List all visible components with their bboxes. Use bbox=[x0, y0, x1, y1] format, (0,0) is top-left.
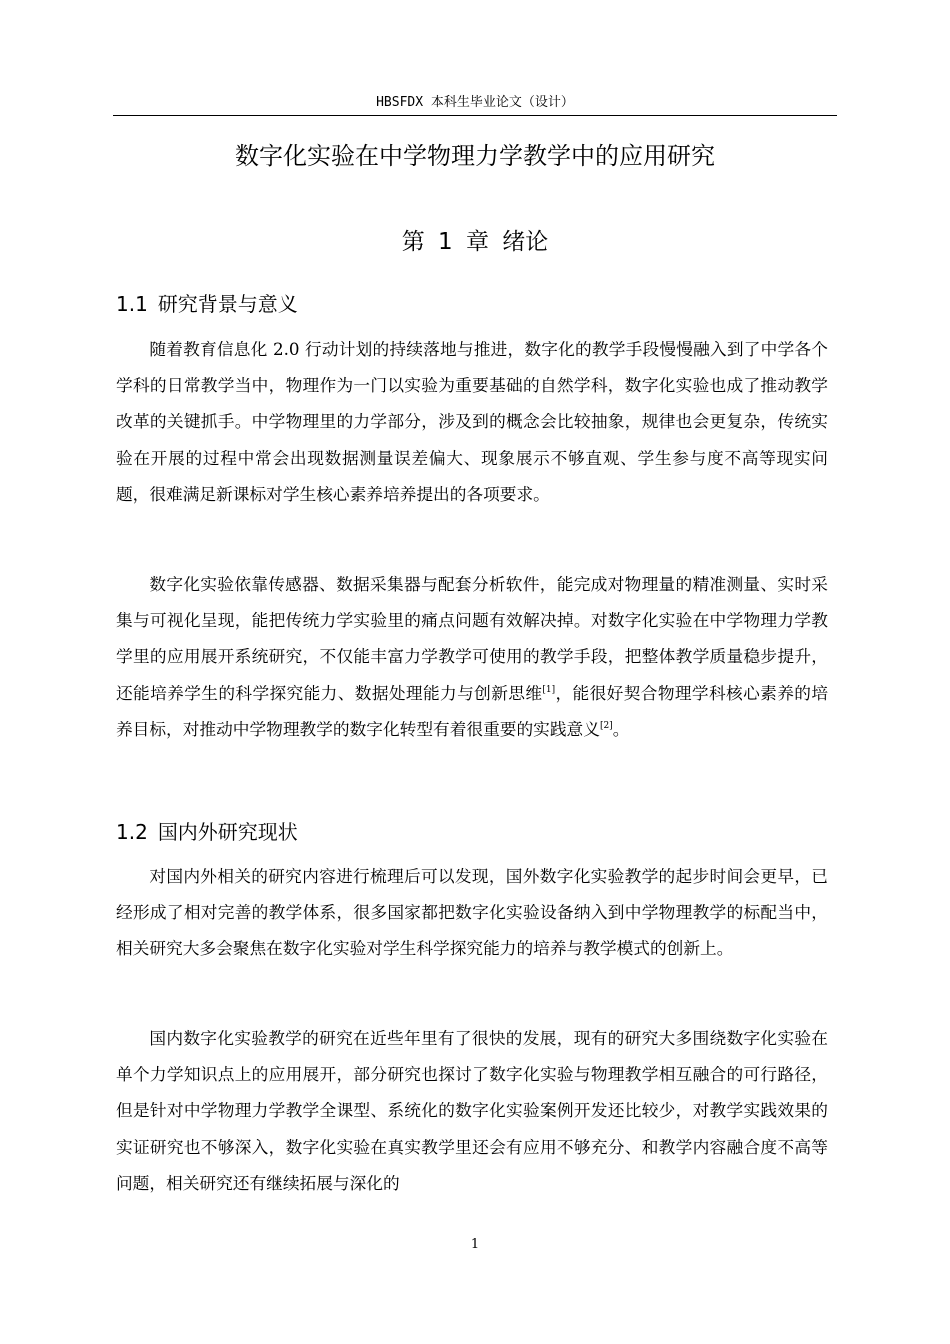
running-header: HBSFDX 本科生毕业论文（设计） bbox=[376, 95, 574, 110]
section-number: 1.1 bbox=[116, 292, 148, 316]
paragraph-1-1-2 bbox=[116, 566, 828, 747]
section-title: 国内外研究现状 bbox=[157, 820, 298, 844]
paragraph-text: 数字化实验依靠传感器、数据采集器与配套分析软件，能完成对物理量的精准测量、实时采集与可视化呈现，能把传统力学实验里的痛点问题有效解决掉。对数字化实验在中学物理力学教学里的应用展开系统研究，不仅能丰富力学教学可使用的教学手段，把整体教学质量稳步提升，还能培养学生的科学探究能力、数据处理能力与创新思维 bbox=[116, 574, 828, 703]
section-heading-1-1 bbox=[116, 289, 298, 319]
page-number: 1 bbox=[470, 1237, 480, 1252]
section-number: 1.2 bbox=[116, 820, 148, 844]
paragraph-1-2-1: 对国内外相关的研究内容进行梳理后可以发现，国外数字化实验教学的起步时间会更早，已经形成了相对完善的教学体系，很多国家都把数字化实验设备纳入到中学物理教学的标配当中，相关研究大多会聚焦在数字化实验对学生科学探究能力的培养与教学模式的创新上。 bbox=[116, 866, 828, 959]
citation-ref[interactable]: [2] bbox=[599, 720, 613, 731]
document-title: 数字化实验在中学物理力学教学中的应用研究 bbox=[235, 142, 715, 170]
citation-ref[interactable]: [1] bbox=[542, 684, 556, 695]
header-rule bbox=[113, 115, 837, 116]
paragraph-text: ，能很好契合物理学科核心素养的培养目标，对推动中学物理教学的数字化转型有着很重要的实践意义 bbox=[116, 682, 829, 739]
paragraph-1-2-2: 国内数字化实验教学的研究在近些年里有了很快的发展，现有的研究大多围绕数字化实验在单个力学知识点上的应用展开，部分研究也探讨了数字化实验与物理教学相互融合的可行路径，但是针对中学物理力学教学全课型、系统化的数字化实验案例开发还比较少，对教学实践效果的实证研究也不够深入，数字化实验在真实教学里还会有应用不够充分、和教学内容融合度不高等问题，相关研究还有继续拓展与深化的 bbox=[116, 1028, 828, 1193]
section-title: 研究背景与意义 bbox=[157, 292, 298, 316]
paragraph-text: 。 bbox=[612, 718, 630, 739]
paragraph-1-1-1: 随着教育信息化 2.0 行动计划的持续落地与推进，数字化的教学手段慢慢融入到了中学各个学科的日常教学当中，物理作为一门以实验为重要基础的自然学科，数字化实验也成了推动教学改革的关键抓手。中学物理里的力学部分，涉及到的概念会比较抽象，规律也会更复杂，传统实验在开展的过程中常会出现数据测量误差偏大、现象展示不够直观、学生参与度不高等现实问题，很难满足新课标对学生核心素养培养提出的各项要求。 bbox=[116, 339, 828, 504]
section-heading-1-2 bbox=[116, 817, 298, 847]
chapter-title: 第 1 章 绪论 bbox=[401, 229, 549, 255]
